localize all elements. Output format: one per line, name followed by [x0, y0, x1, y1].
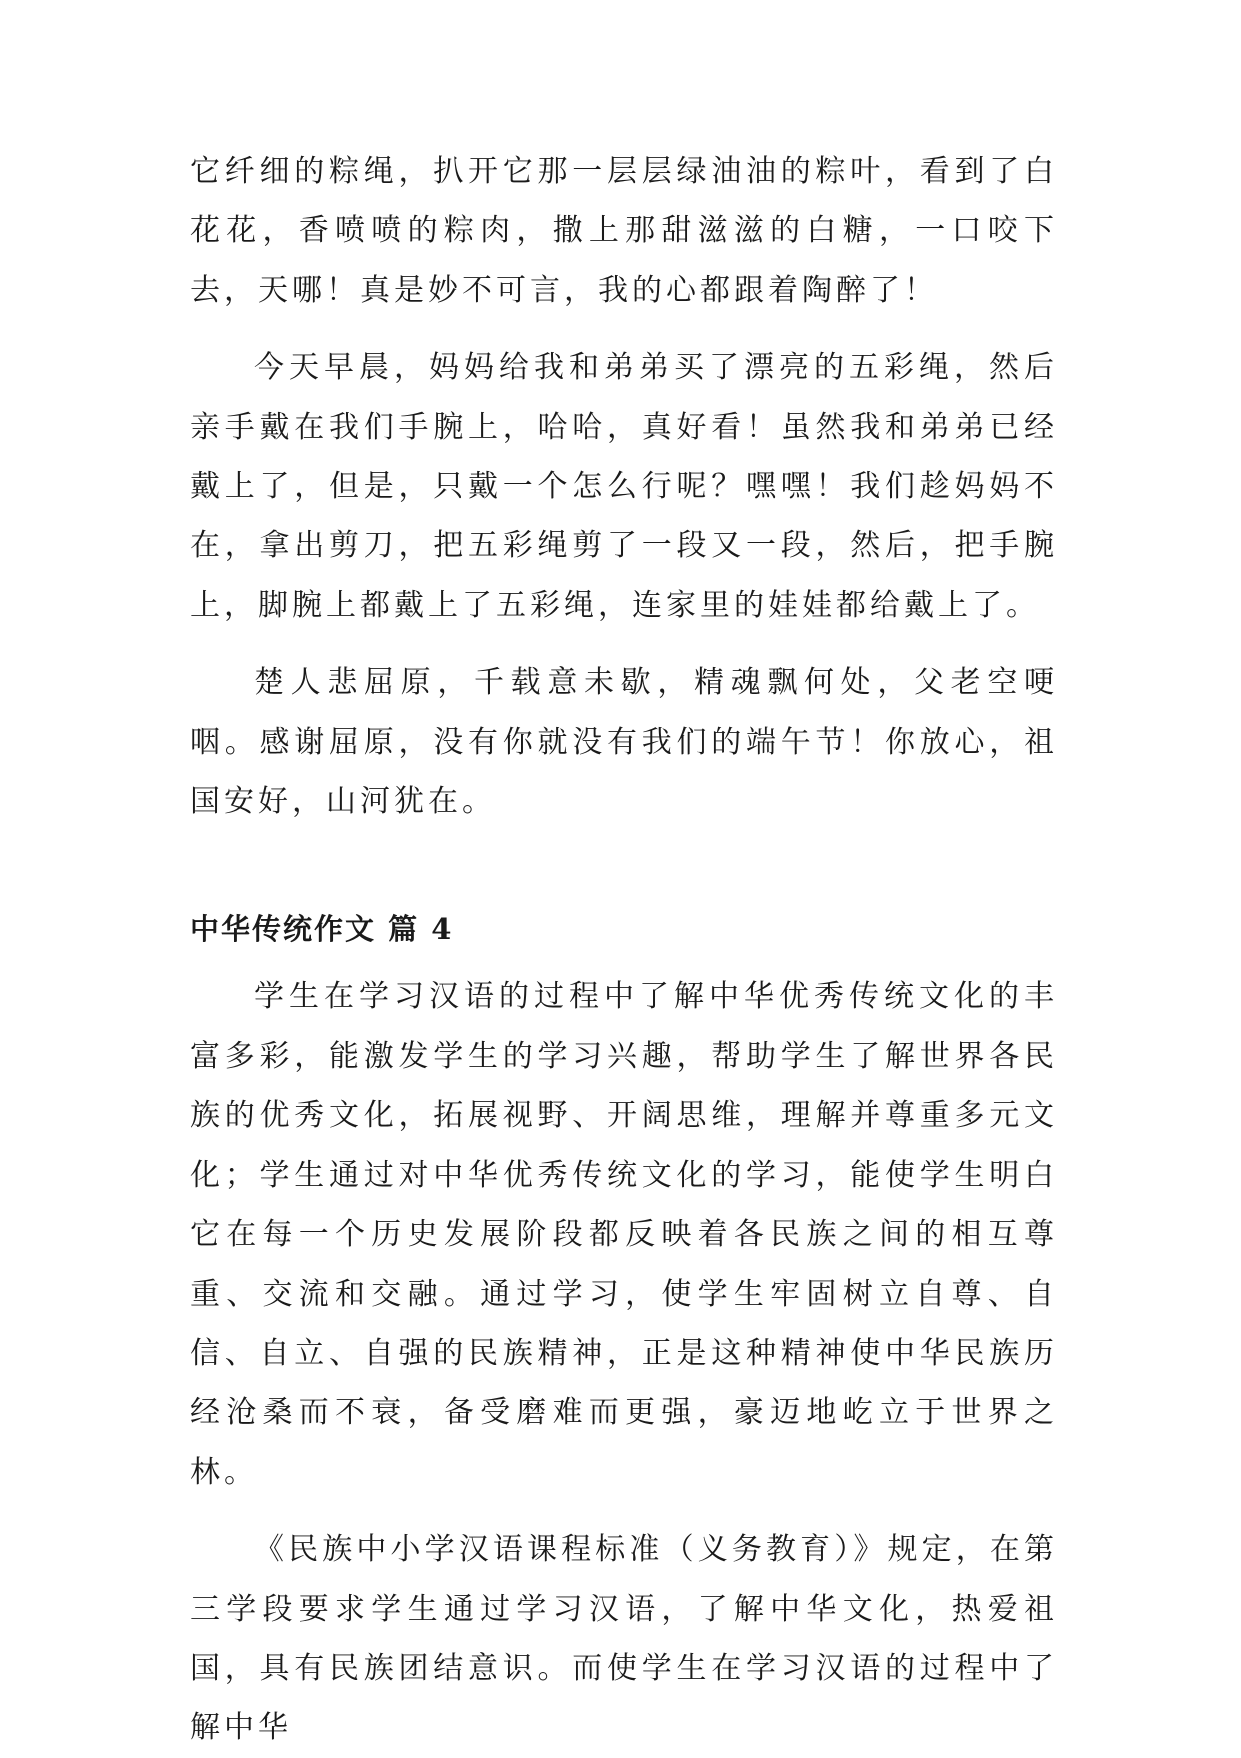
document-page: [190, 142, 1058, 1758]
paragraph-qu-yuan: 楚人悲屈原，千载意未歇，精魂飘何处，父老空哽咽。感谢屈原，没有你就没有我们的端午节！你放心，祖国安好，山河犹在。: [190, 665, 1058, 820]
paragraph-traditional-culture: 学生在学习汉语的过程中了解中华优秀传统文化的丰富多彩，能激发学生的学习兴趣，帮助学生了解世界各民族的优秀文化，拓展视野、开阔思维，理解并尊重多元文化；学生通过对中华优秀传统文化的学习，能使学生明白它在每一个历史发展阶段都反映着各民族之间的相互尊重、交流和交融。通过学习，使学生牢固树立自尊、自信、自立、自强的民族精神，正是这种精神使中华民族历经沧桑而不衰，备受磨难而更强，豪迈地屹立于世界之林。: [190, 979, 1058, 1490]
section-heading: 中华传统作文 篇 4: [190, 912, 454, 947]
paragraph-zongzi: 它纤细的粽绳，扒开它那一层层绿油油的粽叶，看到了白花花，香喷喷的粽肉，撒上那甜滋滋的白糖，一口咬下去，天哪！真是妙不可言，我的心都跟着陶醉了！: [190, 154, 1058, 308]
paragraph-curriculum-standard: 《民族中小学汉语课程标准（义务教育）》规定，在第三学段要求学生通过学习汉语，了解中华文化，热爱祖国，具有民族团结意识。而使学生在学习汉语的过程中了解中华: [190, 1532, 1058, 1746]
paragraph-five-color-rope: 今天早晨，妈妈给我和弟弟买了漂亮的五彩绳，然后亲手戴在我们手腕上，哈哈，真好看！虽然我和弟弟已经戴上了，但是，只戴一个怎么行呢？嘿嘿！我们趁妈妈不在，拿出剪刀，把五彩绳剪了一段又一段，然后，把手腕上，脚腕上都戴上了五彩绳，连家里的娃娃都给戴上了。: [190, 350, 1058, 623]
